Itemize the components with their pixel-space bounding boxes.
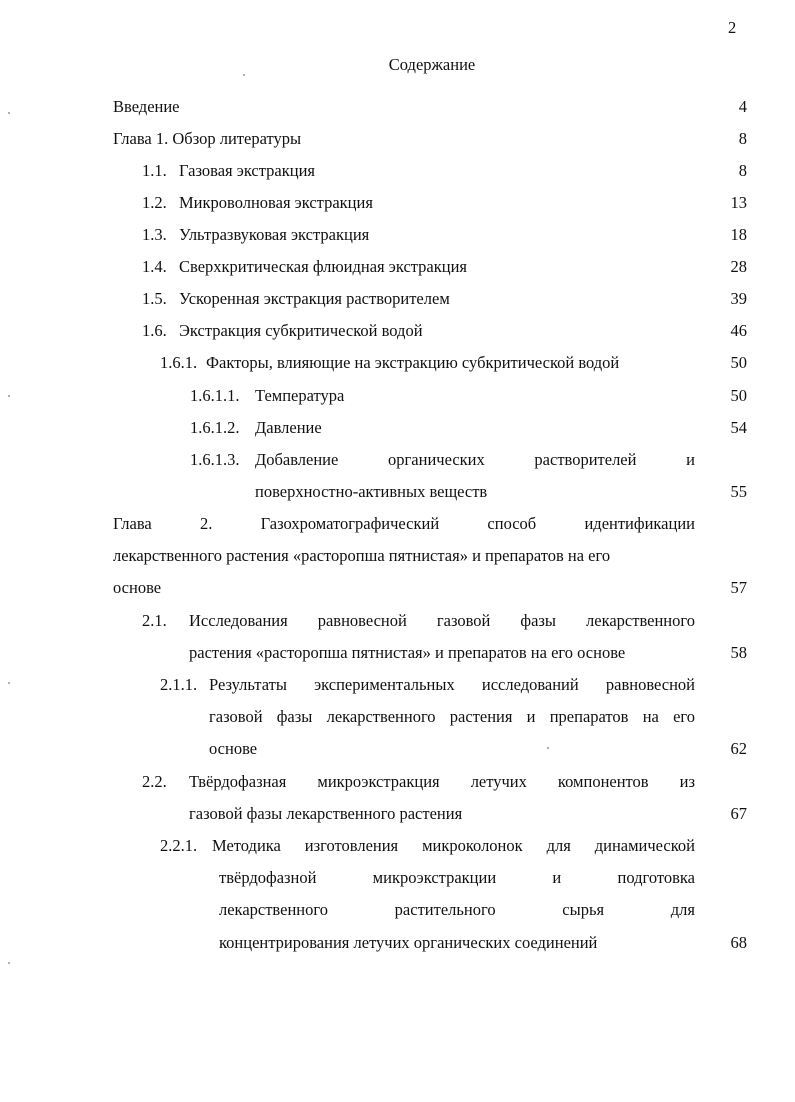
scan-speck xyxy=(8,962,10,964)
toc-page-number: 54 xyxy=(730,418,747,437)
toc-entry-text: Глава 2. Газохроматографический способ идентификации xyxy=(113,514,695,533)
toc-entry-text: Давление xyxy=(255,418,322,437)
toc-entry-text: основе xyxy=(209,739,258,759)
toc-page-number: 28 xyxy=(730,257,747,276)
toc-entry-text: лекарственного растения «расторопша пятнистая» и препаратов на его xyxy=(113,546,611,566)
toc-entry-number: 1.3. xyxy=(142,225,167,244)
toc-entry-text: Факторы, влияющие на экстракцию субкритической водой xyxy=(206,353,620,372)
toc-page-number: 62 xyxy=(730,739,747,759)
page-number: 2 xyxy=(728,18,737,37)
toc-entry-text: Ускоренная экстракция растворителем xyxy=(179,289,450,308)
toc-entry-number: 1.2. xyxy=(142,193,167,212)
toc-entry-text: Глава 1. Обзор литературы xyxy=(113,129,302,148)
toc-entry-number: 1.6.1. xyxy=(160,353,198,372)
toc-entry-text: Температура xyxy=(255,386,345,405)
toc-page-number: 50 xyxy=(730,353,747,372)
toc-entry-number: 1.6.1.3. xyxy=(190,450,240,469)
toc-entry-number: 1.4. xyxy=(142,257,167,276)
toc-entry-text: Микроволновая экстракция xyxy=(179,193,373,212)
scan-speck xyxy=(243,74,245,76)
toc-entry-text: концентрирования летучих органических соединений xyxy=(219,932,598,952)
toc-page-number: 39 xyxy=(730,289,747,308)
toc-entry-text: газовой фазы лекарственного растения xyxy=(189,804,463,824)
toc-entry-text: Экстракция субкритической водой xyxy=(179,321,423,340)
toc-page-number: 13 xyxy=(730,193,747,212)
toc-entry-text: основе xyxy=(113,578,162,598)
toc-page-number: 57 xyxy=(730,578,747,598)
scan-speck xyxy=(547,747,549,749)
toc-entry-number: 2.2. xyxy=(142,772,167,791)
toc-entry-text: Результаты экспериментальных исследований равновесной xyxy=(209,675,695,694)
toc-entry-text: Сверхкритическая флюидная экстракция xyxy=(179,257,468,276)
toc-entry-text: Введение xyxy=(113,97,180,116)
toc-page-number: 4 xyxy=(738,97,747,116)
toc-page-number: 8 xyxy=(738,129,747,148)
toc-page-number: 55 xyxy=(730,482,747,502)
toc-entry-text: растения «расторопша пятнистая» и препаратов на его основе xyxy=(189,643,626,663)
toc-entry-number: 2.1.1. xyxy=(160,675,198,694)
toc-entry-text: твёрдофазной микроэкстракции и подготовка xyxy=(219,868,695,888)
toc-entry-number: 1.6. xyxy=(142,321,167,340)
toc-entry-number: 2.1. xyxy=(142,611,167,630)
toc-entry-text: лекарственного растительного сырья для xyxy=(219,900,695,920)
toc-page-number: 68 xyxy=(730,932,747,952)
toc-page-number: 18 xyxy=(730,225,747,244)
toc-page-number: 50 xyxy=(730,386,747,405)
toc-page-number: 46 xyxy=(730,321,747,340)
toc-entry-number: 2.2.1. xyxy=(160,836,198,855)
scan-speck xyxy=(8,395,10,397)
page-title: Содержание xyxy=(388,55,476,74)
toc-entry-text: Исследования равновесной газовой фазы лекарственного xyxy=(189,611,695,630)
toc-entry-text: Газовая экстракция xyxy=(179,161,315,180)
scan-speck xyxy=(8,682,10,684)
toc-entry-text: Твёрдофазная микроэкстракция летучих компонентов из xyxy=(189,772,695,791)
toc-page-number: 67 xyxy=(730,804,747,824)
toc-entry-text: поверхностно-активных веществ xyxy=(255,482,488,502)
toc-entry-number: 1.6.1.2. xyxy=(190,418,240,437)
scan-speck xyxy=(8,112,10,114)
toc-entry-number: 1.1. xyxy=(142,161,167,180)
toc-entry-number: 1.6.1.1. xyxy=(190,386,240,405)
toc-entry-text: Добавление органических растворителей и xyxy=(255,450,695,469)
toc-entry-text: Методика изготовления микроколонок для динамической xyxy=(212,836,695,855)
toc-entry-text: Ультразвуковая экстракция xyxy=(179,225,370,244)
toc-entry-text: газовой фазы лекарственного растения и препаратов на его xyxy=(209,707,695,727)
toc-page-number: 58 xyxy=(730,643,747,663)
toc-entry-number: 1.5. xyxy=(142,289,167,308)
toc-page-number: 8 xyxy=(738,161,747,180)
